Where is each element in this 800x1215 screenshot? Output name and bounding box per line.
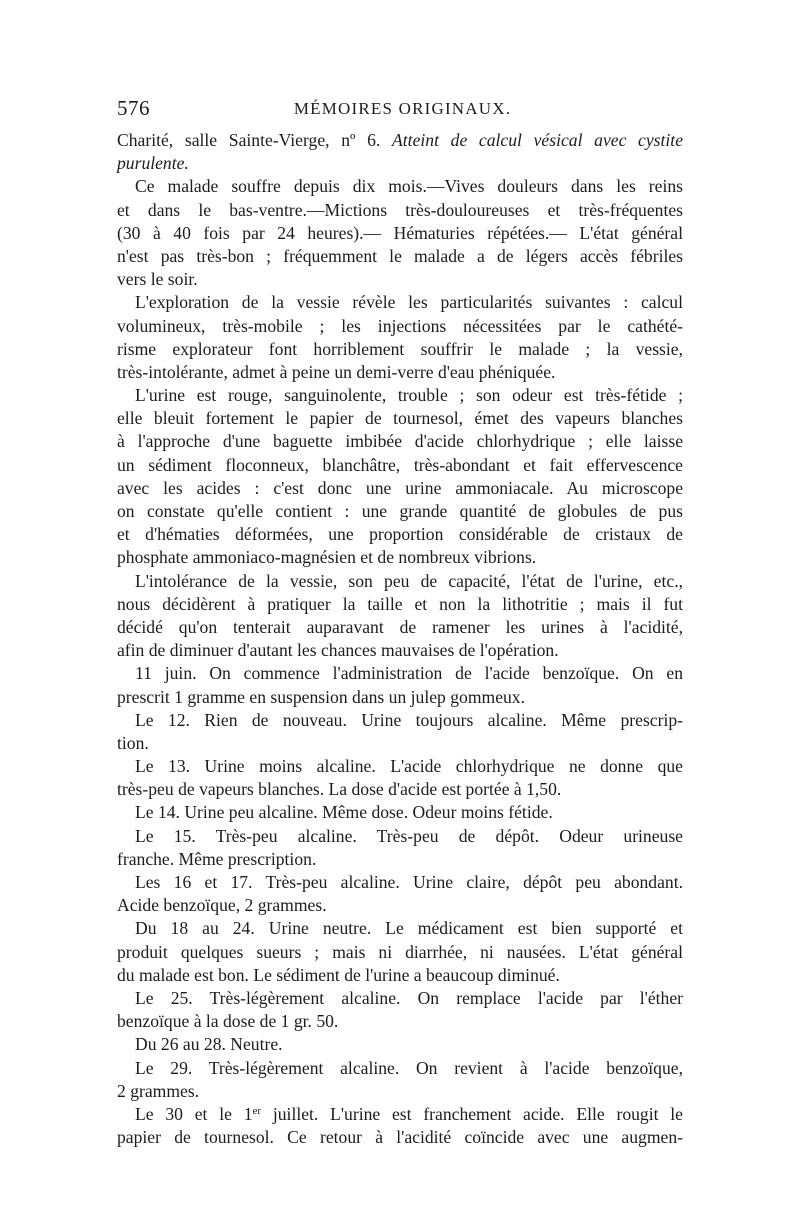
text-line: Le 25. Très-légèrement alcaline. On remplace l'acide par l'éther [135,987,683,1008]
text-line: on constate qu'elle contient : une grande quantité de globules de pus [117,501,683,521]
text-line: produit quelques sueurs ; mais ni diarrhée, ni nausées. L'état général [117,941,683,962]
text-line: 2 grammes. [117,1080,200,1101]
text-line: L'urine est rouge, sanguinolente, trouble ; son odeur est très-fétide ; [135,385,683,406]
text-segment: Charité, salle Sainte-Vierge, nº 6. [117,130,393,150]
text-line: Les 16 et 17. Très-peu alcaline. Urine claire, dépôt peu abondant. [135,872,683,892]
text-line: et dans le bas-ventre.—Mictions très-douloureuses et très-fréquentes [117,199,683,220]
running-head: MÉMOIRES ORIGINAUX. [293,99,512,118]
text-line: 11 juin. On commence l'administration de l'acide benzoïque. On en [135,663,683,684]
text-line: du malade est bon. Le sédiment de l'urine a beaucoup diminué. [117,964,560,985]
text-line [117,129,683,152]
text-line: un sédiment floconneux, blanchâtre, très-abondant et fait effervescence [117,454,683,475]
text-line: risme explorateur font horriblement souffrir le malade ; la vessie, [117,338,683,359]
text-line: Le 15. Très-peu alcaline. Très-peu de dépôt. Odeur urineuse [135,825,683,846]
text-line: phosphate ammoniaco-magnésien et de nombreux vibrions. [117,547,537,568]
text-line: (30 à 40 fois par 24 heures).— Hématuries répétées.— L'état général [117,222,683,243]
text-line: Le 13. Urine moins alcaline. L'acide chlorhydrique ne donne que [135,756,683,777]
text-line: papier de tournesol. Ce retour à l'acidité coïncide avec une augmen- [117,1127,683,1148]
text-line: nous décidèrent à pratiquer la taille et non la lithotritie ; mais il fut [117,593,683,614]
text-line: Acide benzoïque, 2 grammes. [117,895,327,916]
text-line: afin de diminuer d'autant les chances mauvaises de l'opération. [117,640,559,661]
text-line: Le 14. Urine peu alcaline. Même dose. Odeur moins fétide. [135,802,553,823]
body-text [117,129,683,1149]
text-line: elle bleuit fortement le papier de tournesol, émet des vapeurs blanches [117,408,683,429]
text-segment: Le 30 et le 1 [135,1103,253,1124]
text-line: tion. [117,732,149,753]
text-line: vers le soir. [117,269,198,290]
text-line: purulente. [117,153,189,174]
text-line: très-peu de vapeurs blanches. La dose d'acide est portée à 1,50. [117,779,562,800]
text-line: décidé qu'on tenterait auparavant de ramener les urines à l'acidité, [117,616,683,637]
page-number: 576 [117,96,150,120]
text-line: Le 29. Très-légèrement alcaline. On revient à l'acide benzoïque, [135,1057,683,1078]
text-line: Du 18 au 24. Urine neutre. Le médicament est bien supporté et [135,918,683,939]
text-line: Le 12. Rien de nouveau. Urine toujours alcaline. Même prescrip- [135,709,683,730]
text-line: L'exploration de la vessie révèle les particularités suivantes : calcul [135,292,683,313]
page-header [117,96,688,126]
text-line [117,1103,683,1126]
text-line: Ce malade souffre depuis dix mois.—Vives douleurs dans les reins [135,176,683,197]
text-segment: juillet. L'urine est franchement acide. Elle rougit le [261,1103,683,1124]
text-line: n'est pas très-bon ; fréquemment le malade a de légers accès fébriles [117,245,683,266]
text-line: prescrit 1 gramme en suspension dans un julep gommeux. [117,686,525,707]
text-line: avec les acides : c'est donc une urine ammoniacale. Au microscope [117,477,683,498]
text-line: benzoïque à la dose de 1 gr. 50. [117,1011,339,1032]
text-line: et d'hématies déformées, une proportion considérable de cristaux de [117,524,683,545]
text-line: à l'approche d'une baguette imbibée d'acide chlorhydrique ; elle laisse [117,431,683,452]
text-line: franche. Même prescription. [117,848,317,869]
text-line: Du 26 au 28. Neutre. [135,1034,283,1055]
text-line: volumineux, très-mobile ; les injections nécessitées par le cathété- [117,315,683,336]
text-line: très-intolérante, admet à peine un demi-verre d'eau phéniquée. [117,361,556,382]
italic-diagnosis: Atteint de calcul vésical avec cystite [392,130,683,150]
text-line: L'intolérance de la vessie, son peu de capacité, l'état de l'urine, etc., [135,570,683,591]
superscript: er [252,1104,262,1117]
